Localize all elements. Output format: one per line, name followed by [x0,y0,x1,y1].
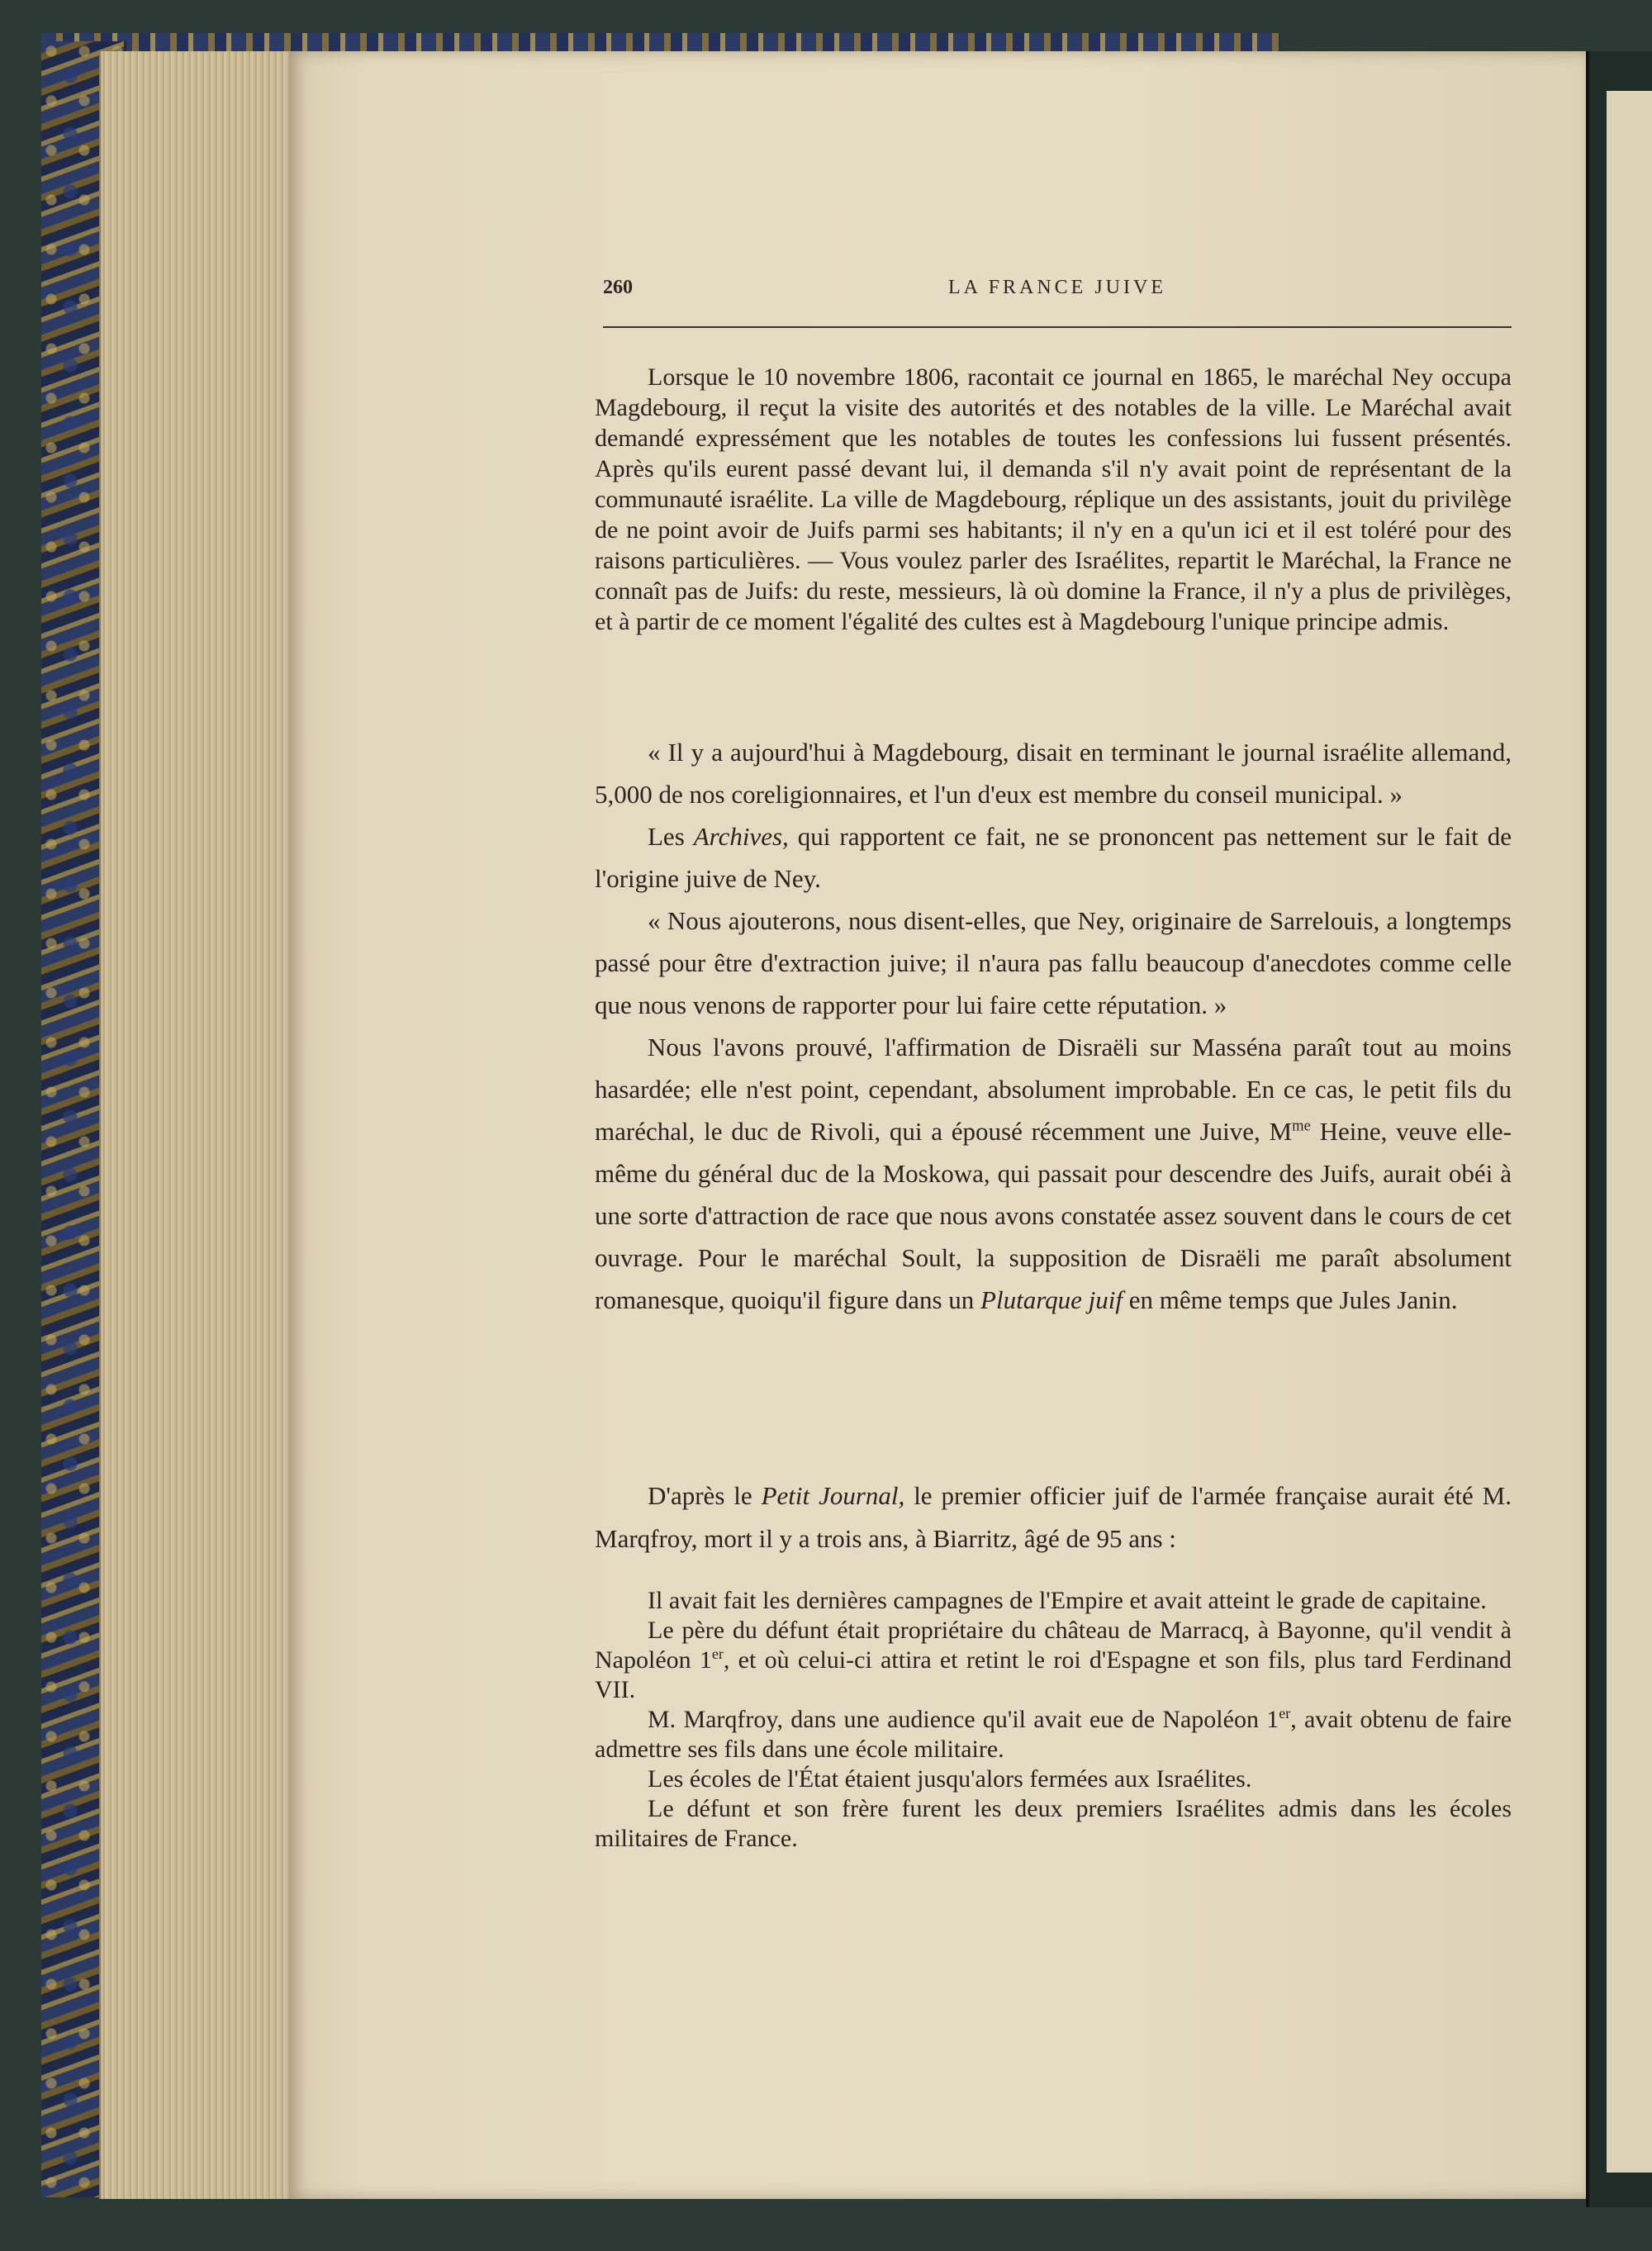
page-block-edge [99,51,291,2199]
main-text-petit-journal [595,1475,1512,1560]
paragraph-archives: Les Archives, qui rapportent ce fait, ne se prononcent pas nettement sur le fait de l'origine juive de Ney. [595,822,1512,893]
facing-page-edge [1607,91,1652,2173]
quoted-passage-marqfroy [595,1586,1512,1854]
paragraph-audience: M. Marqfroy, dans une audience qu'il avait eue de Napoléon 1er, avait obtenu de faire admettre ses fils dans une école militaire. [595,1705,1512,1763]
page-number: 260 [603,277,633,298]
paragraph-ecoles: Les écoles de l'État étaient jusqu'alors fermées aux Israélites. [648,1765,1252,1793]
main-text [595,731,1512,1321]
paragraph-quote-magdebourg: « Il y a aujourd'hui à Magdebourg, disait en terminant le journal israélite allemand, 5,000 de nos coreligionnaires, et l'un d'eux est membre du conseil municipal. » [595,738,1512,809]
paragraph-premiers-israelites: Le défunt et son frère furent les deux premiers Israélites admis dans les écoles militaires de France. [595,1795,1512,1852]
paragraph-campagnes: Il avait fait les dernières campagnes de l'Empire et avait atteint le grade de capitaine. [648,1587,1487,1614]
paragraph-origin-ney: « Nous ajouterons, nous disent-elles, que Ney, originaire de Sarrelouis, a longtemps passé pour être d'extraction juive; il n'aura pas fallu beaucoup d'anecdotes comme celle que nous venons de rapporter pour lui faire cette réputation. » [595,906,1512,1019]
running-title: LA FRANCE JUIVE [947,277,1166,298]
paragraph-ney-magdebourg: Lorsque le 10 novembre 1806, racontait ce journal en 1865, le maréchal Ney occupa Magdebourg, il reçut la visite des autorités et des notables de la ville. Le Maréchal avait demandé expressément que les notables de toutes les confessions lui fussent présentés. Après qu'ils eurent passé devant lui, il demanda s'il n'y avait point de représentant de la communauté israélite. La ville de Magdebourg, réplique un des assistants, jouit du privilège de ne point avoir de Juifs parmi ses habitants; il n'y en a qu'un ici et il est toléré pour des raisons particulières. — Vous voulez parler des Israélites, repartit le Maréchal, la France ne connaît pas de Juifs: du reste, messieurs, là où domine la France, il n'y a plus de privilèges, et à partir de ce moment l'égalité des cultes est à Magdebourg l'unique principe admis. [595,363,1512,635]
paragraph-marracq: Le père du défunt était propriétaire du château de Marracq, à Bayonne, qu'il vendit à Napoléon 1er, et où celui-ci attira et retint le roi d'Espagne et son fils, plus tard Ferdinand VII. [595,1617,1512,1703]
paragraph-petit-journal: D'après le Petit Journal, le premier officier juif de l'armée française aurait été M. Marqfroy, mort il y a trois ans, à Biarritz, âgé de 95 ans : [595,1481,1512,1553]
page-header [603,277,1512,328]
quoted-passage [595,362,1512,637]
paragraph-disraeli: Nous l'avons prouvé, l'affirmation de Disraëli sur Masséna paraît tout au moins hasardée; elle n'est point, cependant, absolument improbable. En ce cas, le petit fils du maréchal, le duc de Rivoli, qui a épousé récemment une Juive, $M^{me}$ Heine, veuve elle-même du général duc de la Moskowa, qui passait pour descendre des Juifs, aurait obéi à une sorte d'attraction de race que nous avons constatée assez souvent dans le cours de cet ouvrage. Pour le maréchal Soult, la supposition de Disraëli me paraît absolument romanesque, quoiqu'il figure dans un Plutarque juif en même temps que Jules Janin. [595,1033,1512,1314]
